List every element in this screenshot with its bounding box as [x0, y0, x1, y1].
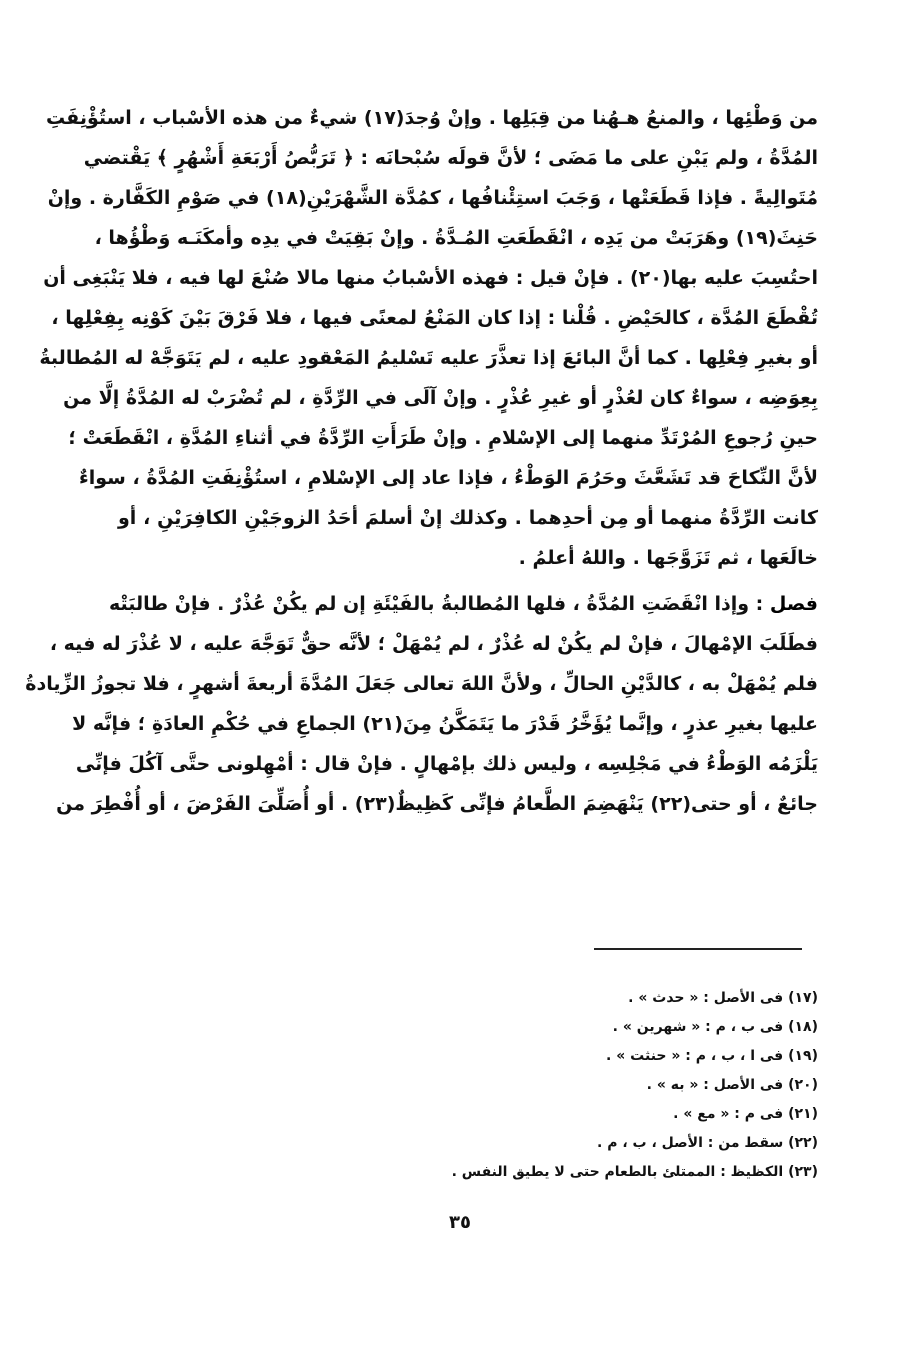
text-segment: : وإذا انْقَضَتِ المُدَّةُ ، فلها المُطالبةُ بالفَيْئَةِ إن لم يكُنْ عُذْرٌ . فإنْ طالبَتْه — [108, 593, 764, 615]
footnote: (١٧) فى الأصل : « حدث » . — [628, 990, 818, 1006]
footnote: (١٨) فى ب ، م : « شهرين » . — [612, 1019, 818, 1035]
text-line: تُقْطَعَ المُدَّة ، كالحَيْضِ . قُلْنا : إذا كان المَنْعُ لمعنًى فيها ، فلا فَرْقَ بَيْنَ كَوْنِه بِفِعْلِها ، — [51, 307, 818, 329]
text-line: كانت الرِّدَّةُ منهما أو مِن أحدِهما . وكذلك إنْ أسلمَ أحَدُ الزوجَيْنِ الكافِرَيْنِ ، أو — [118, 507, 818, 529]
text-line: فلم يُمْهَلْ به ، كالدَّيْنِ الحالِّ ، ولأنَّ اللهَ تعالى جَعَلَ المُدَّةَ أربعةَ أشهرٍ ، فلا تجوزُ الزِّيادةُ — [25, 673, 818, 695]
paragraph-1 — [39, 98, 818, 578]
footnote: (٢٠) فى الأصل : « به » . — [646, 1077, 818, 1093]
text-line: لأنَّ النِّكاحَ قد تَشَعَّثَ وحَرُمَ الوَطْءُ ، فإذا عاد إلى الإسْلامِ ، استُؤْنِفَتِ المُدَّةُ ، سواءٌ — [79, 467, 818, 489]
text-line: حَنِثَ(١٩) وهَرَبَتْ من يَدِه ، انْقَطَعَتِ المُـدَّةُ . وإنْ بَقِيَتْ في يدِه وأمكَنَـه وَطْؤُها ، — [94, 227, 818, 249]
footnote: (٢٢) سقط من : الأصل ، ب ، م . — [597, 1135, 818, 1151]
main-text — [25, 98, 818, 824]
text-line: من وَطْئِها ، والمنعُ هـهُنا من قِبَلِها . وإنْ وُجدَ(١٧) شيءٌ من هذه الأسْباب ، استُؤْنِفَتِ — [46, 107, 818, 129]
footnote: (٢١) فى م : « مع » . — [673, 1106, 818, 1122]
text-line: بِعِوَضِه ، سواءٌ كان لعُذْرٍ أو غيرِ عُذْرٍ . وإنْ آلَى في الرِّدَّةِ ، لم تُضْرَبْ له المُدَّةُ إلَّا من — [63, 387, 818, 409]
text-line: خالَعَها ، ثم تَزَوَّجَها . واللهُ أعلمُ . — [518, 547, 818, 569]
text-line: المُدَّةُ ، ولم يَبْنِ على ما مَضَى ؛ لأنَّ قولَه سُبْحانَه : ﴿ تَرَبُّصُ أَرْبَعَةِ أَشْهُرٍ ﴾ يَقْتضي — [83, 147, 818, 169]
footnote-separator — [594, 948, 802, 950]
text-line: فطَلَبَ الإمْهالَ ، فإنْ لم يكُنْ له عُذْرٌ ، لم يُمْهَلْ ؛ لأنَّه حقٌّ تَوَجَّهَ عليه ، لا عُذْرَ له فيه ، — [49, 633, 818, 655]
text-line: احتُسِبَ عليه بها(٢٠) . فإنْ قيل : فهذه الأسْبابُ منها مالا صُنْعَ لها فيه ، فلا يَنْبَغِى أن — [43, 267, 818, 289]
paragraph-2 — [25, 584, 818, 824]
text-line: جائعٌ ، أو حتى(٢٢) يَنْهَضِمَ الطَّعامُ فإنِّى كَظِيظٌ(٢٣) . أو أُصَلِّىَ الفَرْضَ ، أو أُفْطِرَ من — [56, 793, 818, 815]
footnotes — [358, 984, 818, 1187]
page-number: ٣٥ — [449, 1212, 471, 1233]
text-line: يَلْزَمُه الوَطْءُ في مَجْلِسِه ، وليس ذلك بإمْهالٍ . فإنْ قال : أمْهِلونى حتَّى آكُلَ فإنِّى — [75, 753, 818, 775]
text-line: مُتَوالِيةً . فإذا قَطَعَتْها ، وَجَبَ استِئْنافُها ، كمُدَّة الشَّهْرَيْنِ(١٨) في صَوْمِ الكَفَّارة . وإنْ — [47, 187, 818, 209]
text-line: أو بغيرِ فِعْلِها . كما أنَّ البائعَ إذا تعذَّرَ عليه تَسْليمُ المَعْقودِ عليه ، لم يَتَوَجَّهْ له المُطالبةُ — [39, 347, 818, 369]
fasl-heading: فصل — [769, 593, 818, 615]
text-line: حينِ رُجوعِ المُرْتَدِّ منهما إلى الإسْلامِ . وإنْ طَرَأَتِ الرِّدَّةُ في أثناءِ المُدَّةِ ، انْقَطَعَتْ ؛ — [68, 427, 818, 449]
text-line — [108, 584, 818, 624]
text-line: عليها بغيرِ عذرٍ ، وإنَّما يُؤَخَّرُ قَدْرَ ما يَتَمَكَّنُ مِنَ(٢١) الجماعِ في حُكْمِ العادَةِ ؛ فإنَّه لا — [72, 713, 818, 735]
footnote: (١٩) فى ا ، ب ، م : « حنثت » . — [606, 1048, 818, 1064]
footnote: (٢٣) الكظيظ : الممتلئ بالطعام حتى لا يطيق النفس . — [451, 1164, 818, 1180]
